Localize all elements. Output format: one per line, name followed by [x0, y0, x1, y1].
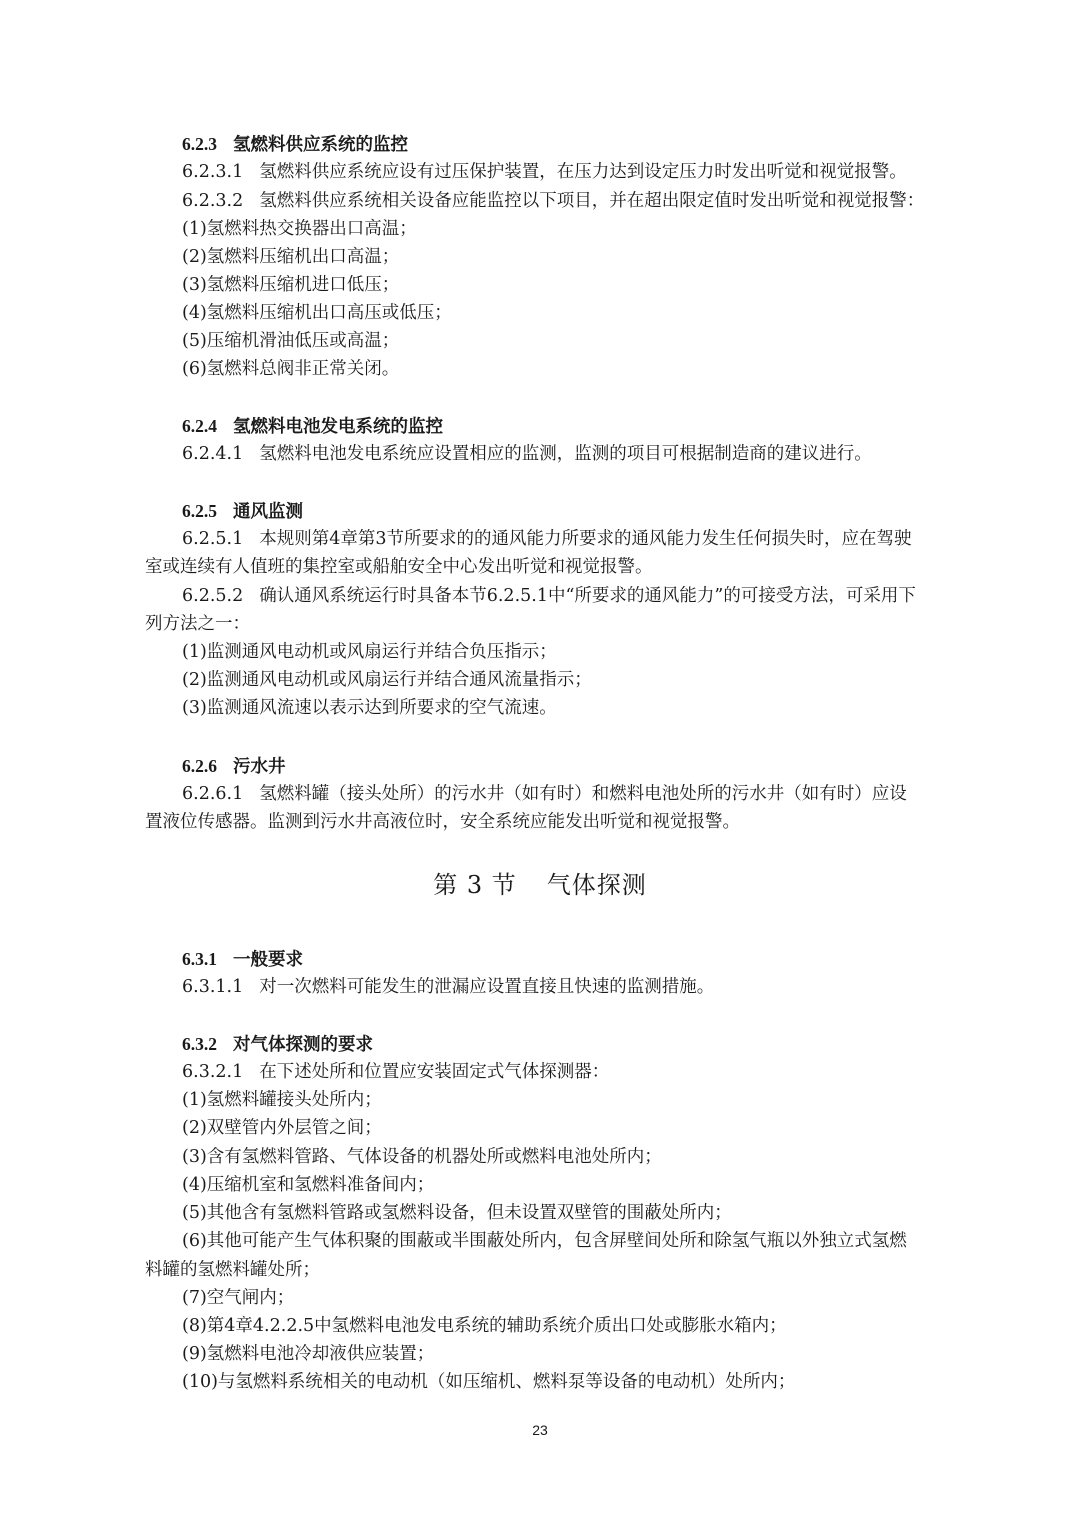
clause-paragraph	[182, 440, 970, 468]
clause-number: 6.2.3.2	[182, 191, 244, 211]
heading-text: 氢燃料供应系统的监控	[233, 135, 408, 155]
clause-number: 6.3.1.1	[182, 977, 244, 997]
subsection-heading	[182, 1030, 970, 1059]
clause-number: 6.2.6.1	[182, 784, 244, 804]
body-text: (10)与氢燃料系统相关的电动机（如压缩机、燃料泵等设备的电动机）处所内；	[182, 1372, 796, 1392]
clause-paragraph	[182, 973, 970, 1001]
body-text: (3)含有氢燃料管路、气体设备的机器处所或燃料电池处所内；	[182, 1147, 662, 1167]
clause-number: 6.2.4.1	[182, 444, 244, 464]
body-text: (1)氢燃料罐接头处所内；	[182, 1090, 382, 1110]
body-text: (2)氢燃料压缩机出口高温；	[182, 247, 400, 267]
body-text: 氢燃料电池发电系统应设置相应的监测，监测的项目可根据制造商的建议进行。	[259, 444, 872, 464]
heading-text: 通风监测	[233, 502, 303, 522]
subsection-heading	[182, 497, 970, 526]
list-item	[182, 1312, 970, 1340]
body-text: (7)空气闸内；	[182, 1288, 295, 1308]
list-item	[182, 1368, 970, 1396]
heading-number: 6.2.5	[182, 501, 217, 521]
body-text: 氢燃料供应系统应设有过压保护装置，在压力达到设定压力时发出听觉和视觉报警。	[259, 162, 907, 182]
list-item	[182, 638, 970, 666]
body-text: (1)监测通风电动机或风扇运行并结合负压指示；	[182, 642, 557, 662]
body-text: 氢燃料罐（接头处所）的污水井（如有时）和燃料电池处所的污水井（如有时）应设	[259, 784, 907, 804]
heading-text: 对气体探测的要求	[233, 1035, 373, 1055]
subsection-heading	[182, 130, 970, 159]
clause-paragraph	[182, 525, 970, 553]
clause-paragraph	[182, 187, 970, 215]
list-item	[182, 1143, 970, 1171]
heading-number: 6.2.3	[182, 134, 217, 154]
body-text: (5)压缩机滑油低压或高温；	[182, 331, 400, 351]
heading-number: 6.2.6	[182, 756, 217, 776]
heading-text: 污水井	[233, 757, 286, 777]
body-text: (9)氢燃料电池冷却液供应装置；	[182, 1344, 435, 1364]
body-text: (6)其他可能产生气体积聚的围蔽或半围蔽处所内，包含屏壁间处所和除氢气瓶以外独立式氢燃	[182, 1231, 907, 1251]
section-heading-text: 气体探测	[546, 871, 647, 899]
heading-number: 6.3.1	[182, 949, 217, 969]
body-text: (3)监测通风流速以表示达到所要求的空气流速。	[182, 698, 557, 718]
subsection-heading	[182, 412, 970, 441]
list-item	[182, 1284, 970, 1312]
body-text: (4)压缩机室和氢燃料准备间内；	[182, 1175, 435, 1195]
body-text: 列方法之一：	[145, 614, 250, 634]
heading-text: 一般要求	[233, 950, 303, 970]
clause-paragraph	[182, 780, 970, 808]
list-item	[182, 215, 970, 243]
page-number: 23	[532, 1422, 548, 1438]
list-item	[182, 666, 970, 694]
paragraph-continuation	[145, 553, 970, 581]
body-text: 在下述处所和位置应安装固定式气体探测器：	[259, 1062, 610, 1082]
clause-number: 6.2.5.1	[182, 529, 244, 549]
list-item	[182, 694, 970, 722]
clause-paragraph	[182, 158, 970, 186]
section-number: 第 3 节	[433, 871, 517, 899]
clause-number: 6.2.3.1	[182, 162, 244, 182]
list-item	[182, 1340, 970, 1368]
body-text: (5)其他含有氢燃料管路或氢燃料设备，但未设置双壁管的围蔽处所内；	[182, 1203, 732, 1223]
body-text: (1)氢燃料热交换器出口高温；	[182, 219, 417, 239]
body-text: 置液位传感器。监测到污水井高液位时，安全系统应能发出听觉和视觉报警。	[145, 812, 740, 832]
paragraph-continuation	[145, 610, 970, 638]
list-item	[182, 1114, 970, 1142]
list-item	[182, 243, 970, 271]
body-text: (6)氢燃料总阀非正常关闭。	[182, 359, 400, 379]
body-text: (4)氢燃料压缩机出口高压或低压；	[182, 303, 452, 323]
list-item	[182, 1227, 970, 1255]
body-text: 氢燃料供应系统相关设备应能监控以下项目，并在超出限定值时发出听觉和视觉报警：	[259, 191, 925, 211]
clause-paragraph	[182, 1058, 970, 1086]
section-title	[0, 868, 1080, 902]
list-item	[182, 299, 970, 327]
heading-text: 氢燃料电池发电系统的监控	[233, 417, 443, 437]
heading-number: 6.2.4	[182, 416, 217, 436]
body-text: (8)第4章4.2.2.5中氢燃料电池发电系统的辅助系统介质出口处或膨胀水箱内；	[182, 1316, 787, 1336]
heading-number: 6.3.2	[182, 1034, 217, 1054]
body-text: 室或连续有人值班的集控室或船舶安全中心发出听觉和视觉报警。	[145, 557, 653, 577]
list-item	[182, 1171, 970, 1199]
body-text: (2)双壁管内外层管之间；	[182, 1118, 382, 1138]
list-item	[182, 1199, 970, 1227]
body-text: 确认通风系统运行时具备本节6.2.5.1中“所要求的通风能力”的可接受方法，可采用下	[259, 586, 916, 606]
clause-number: 6.3.2.1	[182, 1062, 244, 1082]
clause-number: 6.2.5.2	[182, 586, 244, 606]
body-text: (3)氢燃料压缩机进口低压；	[182, 275, 400, 295]
subsection-heading	[182, 945, 970, 974]
body-text: 对一次燃料可能发生的泄漏应设置直接且快速的监测措施。	[259, 977, 715, 997]
clause-paragraph	[182, 582, 970, 610]
body-text: 本规则第4章第3节所要求的的通风能力所要求的通风能力发生任何损失时，应在驾驶	[259, 529, 912, 549]
list-item	[182, 355, 970, 383]
list-item	[182, 327, 970, 355]
paragraph-continuation	[145, 808, 970, 836]
body-text: (2)监测通风电动机或风扇运行并结合通风流量指示；	[182, 670, 592, 690]
list-item	[182, 271, 970, 299]
list-item	[182, 1086, 970, 1114]
body-text: 料罐的氢燃料罐处所；	[145, 1260, 320, 1280]
subsection-heading	[182, 752, 970, 781]
paragraph-continuation	[145, 1256, 970, 1284]
